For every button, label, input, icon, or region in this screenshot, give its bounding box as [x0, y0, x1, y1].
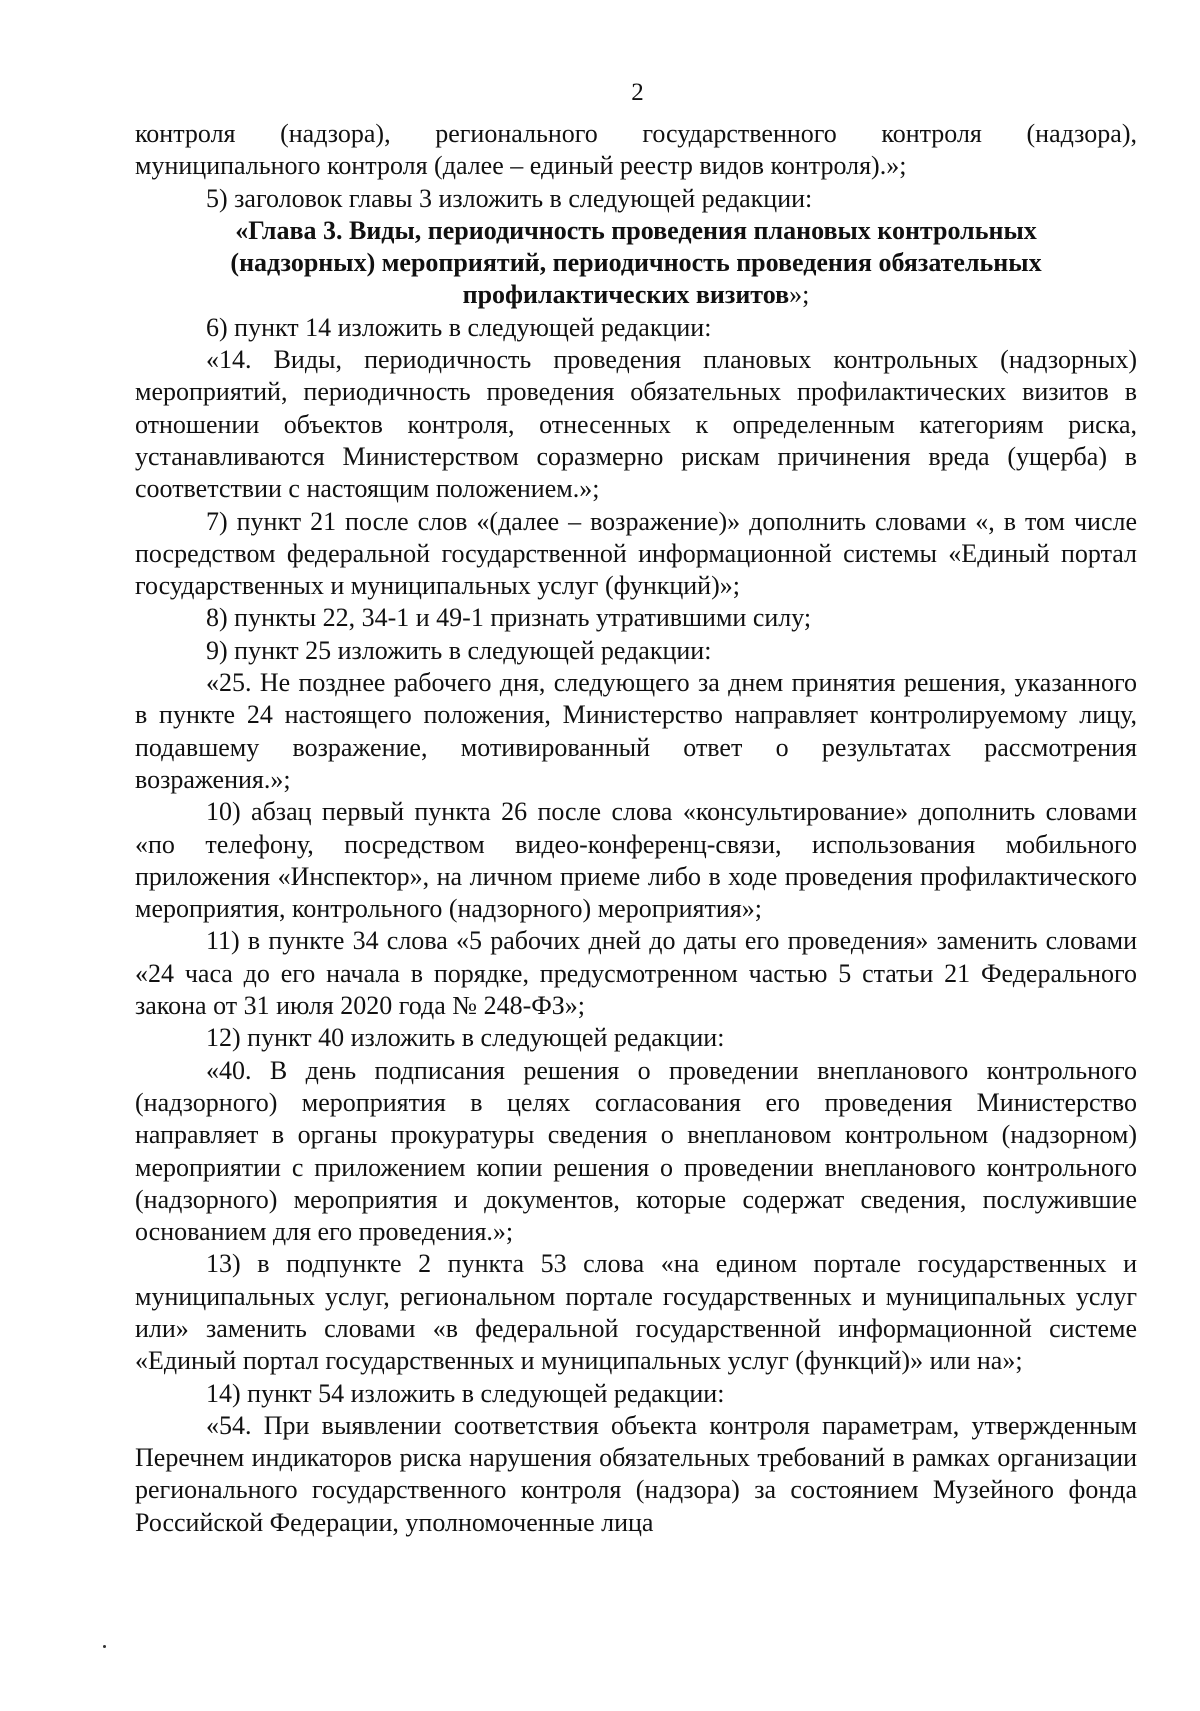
paragraph-continuation: контроля (надзора), регионального государственного контроля (надзора), муниципального контроля (далее – единый реестр видов контроля).»; [135, 119, 1137, 181]
paragraph-point-54: «54. При выявлении соответствия объекта контроля параметрам, утвержденным Перечнем индикаторов риска нарушения обязательных требований в рамках организации регионального государственного контроля (надзора) за состоянием Музейного фонда Российской Федерации, уполномоченные лица [135, 1410, 1137, 1537]
paragraph-item-11: 11) в пункте 34 слова «5 рабочих дней до даты его проведения» заменить словами «24 часа до его начала в порядке, предусмотренном частью 5 статьи 21 Федерального закона от 31 июля 2020 года № 248-ФЗ»; [135, 926, 1137, 1021]
paragraph-item-13: 13) в подпункте 2 пункта 53 слова «на едином портале государственных и муниципальных услуг, региональном портале государственных и муниципальных услуг или» заменить словами «в федеральной государственной информационной системе «Единый портал государственных и муниципальных услуг (функций)» или на»; [135, 1249, 1137, 1376]
scan-dot-mark [103, 1645, 106, 1648]
paragraph-item-12: 12) пункт 40 изложить в следующей редакции: [206, 1023, 725, 1053]
paragraph-point-40: «40. В день подписания решения о проведении внепланового контрольного (надзорного) мероприятия в целях согласования его проведения Министерство направляет в органы прокуратуры сведения о внеплановом контрольном (надзорном) мероприятии с приложением копии решения о проведении внепланового контрольного (надзорного) мероприятия и документов, которые содержат сведения, послужившие основанием для его проведения.»; [135, 1055, 1137, 1247]
paragraph-item-9: 9) пункт 25 изложить в следующей редакции: [206, 635, 712, 665]
chapter-heading [135, 215, 1137, 312]
document-body [135, 118, 1137, 1539]
paragraph-item-7: 7) пункт 21 после слов «(далее – возражение)» дополнить словами «, в том числе посредством федеральной государственной информационной системы «Единый портал государственных и муниципальных услуг (функций)»; [135, 506, 1137, 601]
paragraph-point-25: «25. Не позднее рабочего дня, следующего за днем принятия решения, указанного в пункте 24 настоящего положения, Министерство направляет контролируемому лицу, подавшему возражение, мотивированный ответ о результатах рассмотрения возражения.»; [135, 668, 1137, 794]
paragraph-item-5: 5) заголовок главы 3 изложить в следующей редакции: [206, 183, 813, 213]
paragraph-item-6: 6) пункт 14 изложить в следующей редакции: [206, 312, 712, 342]
paragraph-item-8: 8) пункты 22, 34-1 и 49-1 признать утратившими силу; [206, 603, 812, 633]
chapter-heading-tail: »; [789, 280, 810, 310]
paragraph-item-10: 10) абзац первый пункта 26 после слова «консультирование» дополнить словами «по телефону, посредством видео-конференц-связи, использования мобильного приложения «Инспектор», на личном приеме либо в ходе проведения профилактического мероприятия, контрольного (надзорного) мероприятия»; [135, 797, 1137, 924]
paragraph-item-14: 14) пункт 54 изложить в следующей редакции: [206, 1378, 725, 1408]
paragraph-point-14: «14. Виды, периодичность проведения плановых контрольных (надзорных) мероприятий, периодичность проведения обязательных профилактических визитов в отношении объектов контроля, отнесенных к определенным категориям риска, устанавливаются Министерством соразмерно рискам причинения вреда (ущерба) в соответствии с настоящим положением.»; [135, 345, 1137, 504]
page-number: 2 [631, 79, 644, 106]
chapter-heading-text: «Глава 3. Виды, периодичность проведения плановых контрольных (надзорных) мероприятий, периодичность проведения обязательных профилактических визитов [230, 215, 1042, 310]
